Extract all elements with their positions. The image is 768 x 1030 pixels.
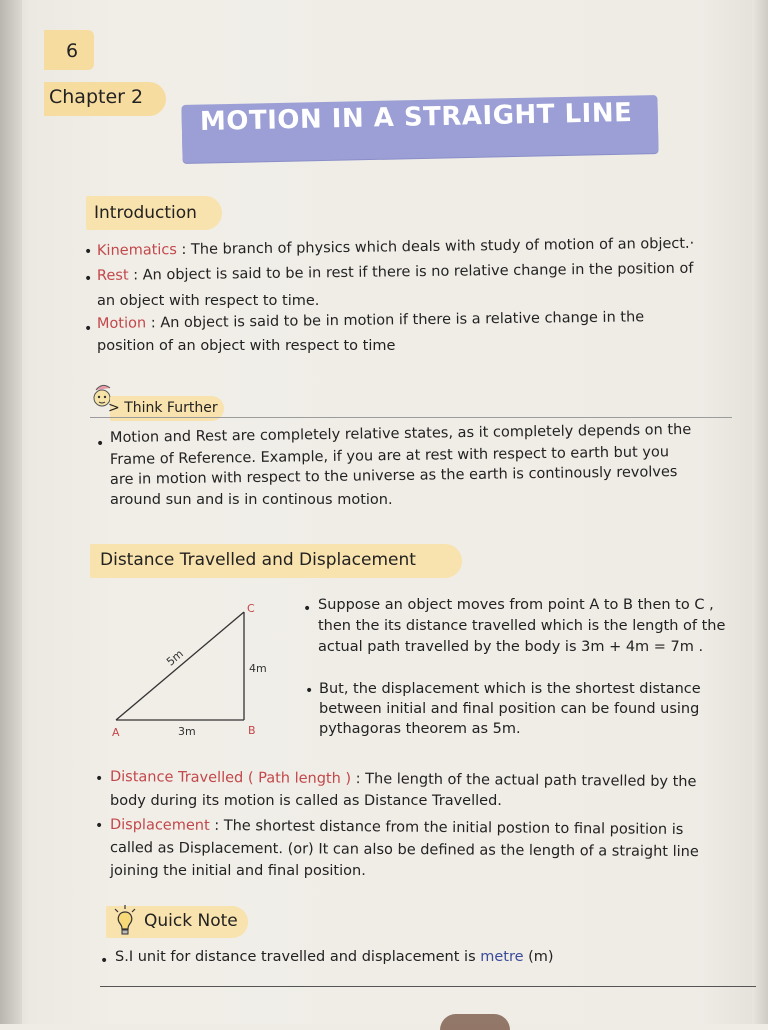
side-bullet-2-line-1: But, the displacement which is the shortest distance [319,681,701,697]
point-c-label: C [247,602,255,615]
think-further-title: Think Further [124,400,218,416]
definition-displacement [110,815,684,840]
term-separator: : [128,267,143,284]
intro-item-kinematics [97,234,694,261]
lightbulb-icon [110,904,140,938]
chapter-label: Chapter 2 [49,86,144,108]
arrow-icon: > [108,400,120,416]
thumb-shadow [440,1014,510,1030]
page-binding [0,0,22,1024]
definition-text: The length of the actual path travelled by the [365,771,697,791]
side-bullet-1-line-3: actual path travelled by the body is 3m + 4m = 7m . [318,639,704,655]
term-motion: Motion [96,315,147,332]
think-further-divider [90,417,732,418]
think-line-1: Motion and Rest are completely relative states, as it completely depends on the [109,421,692,446]
side-bullet-1-line-1: Suppose an object moves from point A to B then to C , [318,597,714,613]
term-rest: Rest [96,267,129,284]
side-bullet-2-line-3: pythagoras theorem as 5m. [319,721,521,737]
intro-item-rest-cont: an object with respect to time. [97,293,320,309]
bottom-divider [100,986,756,987]
term-separator: : [351,771,366,788]
term-distance-travelled: Distance Travelled ( Path length ) [109,769,352,788]
definition-text: The branch of physics which deals with study of motion of an object.· [190,235,695,258]
point-a-label: A [112,726,120,739]
page-number: 6 [66,40,79,62]
quick-note-text [115,947,554,967]
triangle-hypotenuse [116,612,244,720]
definition-text: The shortest distance from the initial postion to final position is [223,817,684,839]
quick-note-suffix: (m) [523,949,554,965]
bullet-icon: • [95,771,104,787]
think-line-2: Frame of Reference. Example, if you are at rest with respect to earth but you [109,444,670,468]
term-separator: : [209,817,224,834]
bullet-icon: • [100,953,109,969]
think-further-heading [108,398,218,418]
base-label: 3m [178,725,196,738]
quick-note-prefix: S.I unit for distance travelled and displacement is [115,949,481,965]
definition-distance [110,767,697,792]
distance-heading: Distance Travelled and Displacement [100,550,416,570]
intro-item-motion [97,307,644,334]
term-kinematics: Kinematics [96,242,177,259]
intro-item-motion-cont: position of an object with respect to time [97,338,396,354]
term-displacement: Displacement [109,817,210,834]
bullet-icon: • [96,436,105,452]
bullet-icon: • [84,321,93,337]
definition-displacement-cont-2: joining the initial and final position. [110,863,366,879]
definition-text: An object is said to be in motion if there is a relative change in the [160,309,645,332]
bullet-icon: • [84,244,93,260]
introduction-heading: Introduction [94,203,197,223]
side-bullet-2-line-2: between initial and final position can be found using [319,701,700,717]
intro-item-rest [97,259,694,286]
bullet-icon: • [305,683,314,699]
definition-text: An object is said to be in rest if there is no relative change in the position of [142,260,694,284]
think-line-4: around sun and is in continous motion. [110,492,393,508]
hypotenuse-label: 5m [164,647,186,669]
definition-displacement-cont-1: called as Displacement. (or) It can also be defined as the length of a straight line [109,840,699,861]
unit-metre: metre [480,949,524,965]
side-bullet-1-line-2: then the its distance travelled which is the length of the [318,618,726,634]
think-line-3: are in motion with respect to the universe as the earth is continously revolves [109,464,678,488]
bullet-icon: • [95,818,104,834]
bullet-icon: • [84,271,93,287]
definition-distance-cont: body during its motion is called as Distance Travelled. [110,793,502,809]
chapter-title: MOTION IN A STRAIGHT LINE [199,97,633,137]
page-edge [752,0,768,1024]
term-separator: : [146,315,161,332]
bullet-icon: • [303,601,312,617]
right-triangle-diagram [104,598,284,744]
quick-note-heading: Quick Note [144,911,238,931]
vertical-label: 4m [249,662,267,675]
term-separator: : [176,241,192,259]
point-b-label: B [248,724,256,737]
